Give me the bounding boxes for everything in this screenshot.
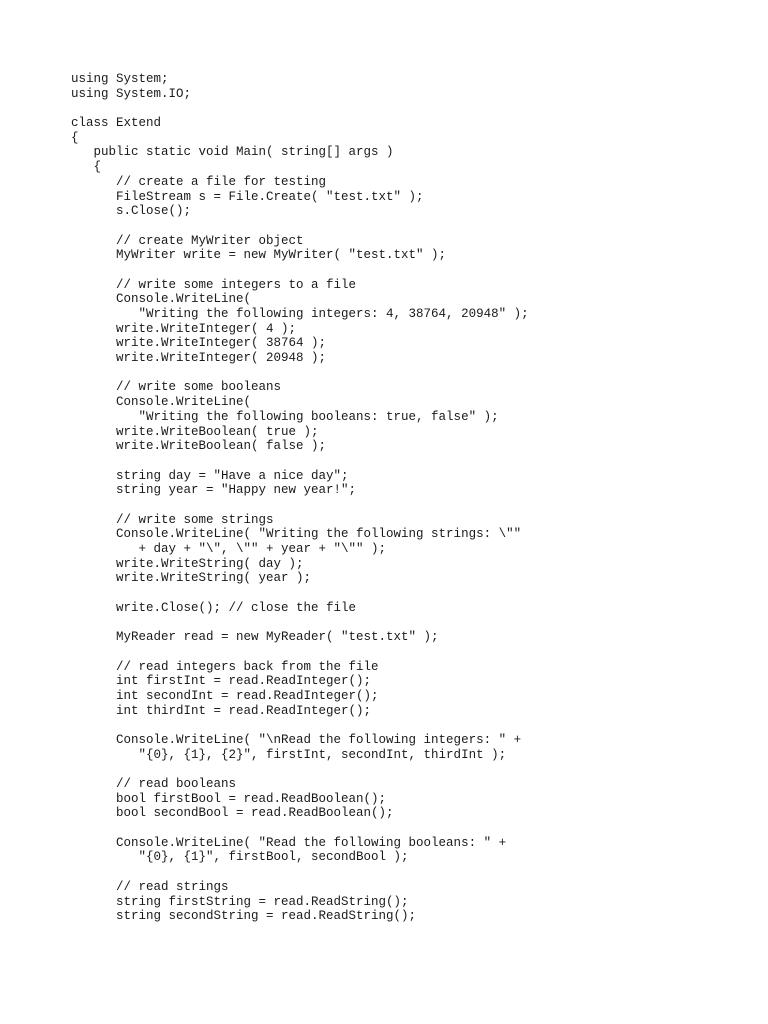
code-line: // create a file for testing (71, 174, 327, 189)
code-line: Console.WriteLine( "\nRead the following integers: " + (71, 732, 522, 747)
code-line: bool firstBool = read.ReadBoolean(); (71, 791, 387, 806)
blank-line (71, 498, 529, 513)
code-line: s.Close(); (71, 204, 192, 219)
blank-line (71, 101, 529, 116)
code-line: "{0}, {1}, {2}", firstInt, secondInt, thirdInt ); (71, 747, 507, 762)
code-line: class Extend (71, 116, 162, 131)
blank-line (71, 366, 529, 381)
code-line: write.WriteBoolean( false ); (71, 439, 327, 454)
code-line: int thirdInt = read.ReadInteger(); (71, 703, 372, 718)
code-line: // write some integers to a file (71, 277, 357, 292)
blank-line (71, 865, 529, 880)
code-line: MyReader read = new MyReader( "test.txt" ); (71, 630, 439, 645)
code-line: write.WriteString( year ); (71, 571, 312, 586)
blank-line (71, 645, 529, 660)
code-line: write.WriteString( day ); (71, 556, 304, 571)
code-line: FileStream s = File.Create( "test.txt" ); (71, 189, 424, 204)
code-line: string secondString = read.ReadString(); (71, 909, 417, 924)
code-line: // read strings (71, 879, 229, 894)
code-line: // read integers back from the file (71, 659, 379, 674)
code-line: // write some strings (71, 512, 274, 527)
code-line: + day + "\", \"" + year + "\"" ); (71, 542, 387, 556)
code-line: write.Close(); // close the file (71, 600, 357, 615)
code-line: int firstInt = read.ReadInteger(); (71, 674, 372, 689)
code-line: public static void Main( string[] args ) (71, 145, 394, 160)
code-line: Console.WriteLine( "Writing the following strings: \"" (71, 527, 522, 542)
code-line: MyWriter write = new MyWriter( "test.txt" ); (71, 248, 447, 263)
code-line: int secondInt = read.ReadInteger(); (71, 688, 379, 703)
blank-line (71, 586, 529, 601)
code-line: { (71, 160, 102, 175)
code-line: string firstString = read.ReadString(); (71, 894, 409, 909)
code-line: write.WriteInteger( 20948 ); (71, 351, 327, 366)
blank-line (71, 718, 529, 733)
blank-line (71, 454, 529, 469)
blank-line (71, 263, 529, 278)
code-line: write.WriteBoolean( true ); (71, 424, 319, 439)
code-line: { (71, 130, 79, 145)
code-line: // create MyWriter object (71, 233, 304, 248)
code-line: write.WriteInteger( 38764 ); (71, 336, 327, 351)
code-line: "Writing the following integers: 4, 38764, 20948" ); (71, 307, 529, 321)
code-line: // write some booleans (71, 380, 282, 395)
code-line: "Writing the following booleans: true, false" ); (71, 409, 499, 424)
code-line: "{0}, {1}", firstBool, secondBool ); (71, 850, 409, 865)
code-line: string day = "Have a nice day"; (71, 468, 349, 483)
code-line: // read booleans (71, 777, 237, 791)
code-line: Console.WriteLine( "Read the following booleans: " + (71, 835, 507, 850)
code-line: write.WriteInteger( 4 ); (71, 321, 297, 336)
blank-line (71, 762, 529, 777)
blank-line (71, 615, 529, 630)
code-line: Console.WriteLine( (71, 292, 252, 307)
code-line: bool secondBool = read.ReadBoolean(); (71, 806, 394, 821)
code-line: string year = "Happy new year!"; (71, 483, 357, 498)
code-line: using System; (71, 72, 169, 86)
code-listing (71, 72, 529, 924)
blank-line (71, 821, 529, 836)
blank-line (71, 219, 529, 234)
code-line: using System.IO; (71, 86, 192, 101)
code-line: Console.WriteLine( (71, 395, 252, 410)
